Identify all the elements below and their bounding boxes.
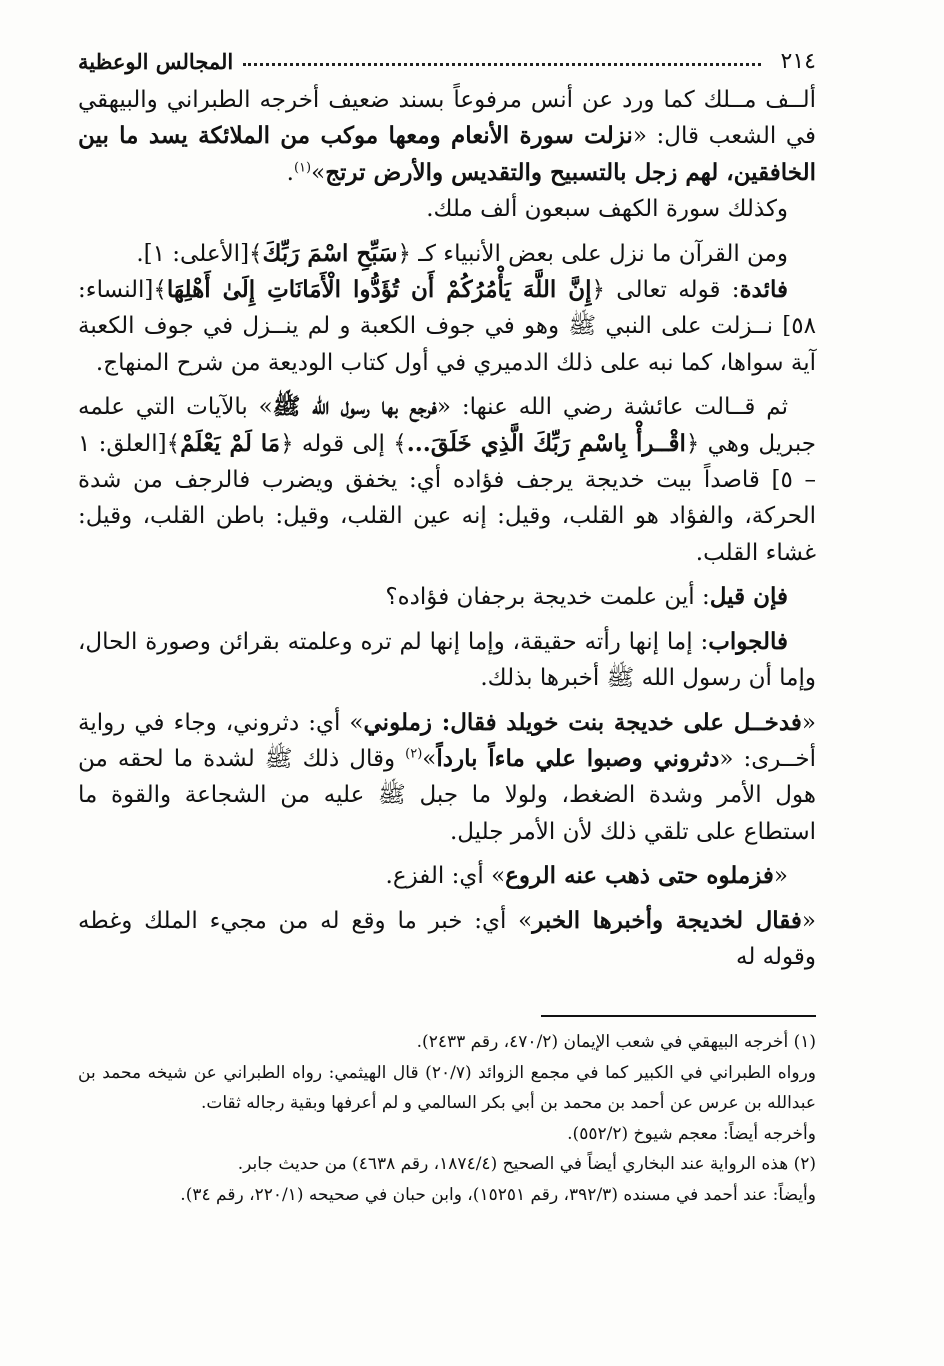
paragraph-7: فالجواب: إما إنها رأته حقيقة، وإما إنها لم تره وعلمته بقرائن وصورة الحال، وإما أن رسول الله ﷺ أخبرها بذلك. bbox=[78, 627, 816, 692]
paragraph-3: ومن القرآن ما نزل على بعض الأنبياء كـ ﴿سَبِّحِ اسْمَ رَبِّكَ﴾[الأعلى: ١]. bbox=[136, 239, 788, 267]
footnote-line: (١) أخرجه البيهقي في شعب الإيمان (٤٧٠/٢، رقم ٢٤٣٣). bbox=[416, 1032, 816, 1053]
hadith-quote: دثروني وصبوا علي ماءاً بارداً bbox=[436, 744, 720, 772]
quran-verse: سَبِّحِ اسْمَ رَبِّكَ bbox=[262, 239, 398, 267]
main-text bbox=[78, 82, 816, 975]
hadith-quote: فزملوه حتى ذهب عنه الروع bbox=[505, 862, 774, 890]
paragraph-2: وكذلك سورة الكهف سبعون ألف ملك. bbox=[426, 196, 788, 223]
quran-verse: اقْــرأْ بِاسْمِ رَبِّكَ الَّذِي خَلَقَ... bbox=[406, 429, 686, 457]
paragraph-5: ثم قــالت عائشة رضي الله عنها: «فرجع بها رسول الله ﷺ» بالآيات التي علمه جبريل وهي ﴿اقْــرأْ بِاسْمِ رَبِّكَ الَّذِي خَلَقَ...﴾ إلى قوله ﴿مَا لَمْ يَعْلَمْ﴾[العلق: ١ – ٥] قاصداً بيت خديجة يرجف فؤاده أي: يخفق ويضرب فالرجف من شدة الحركة، والفؤاد هو القلب، وقيل: إنه عين القلب، وقيل: باطن القلب، وقيل: غشاء القلب. bbox=[78, 393, 816, 566]
footnote-line: ورواه الطبراني في الكبير كما في مجمع الزوائد (٢٠/٧) قال الهيثمي: رواه الطبراني عن شيخه محمد بن عبدالله بن عرس عن أحمد بن محمد بن أبي بكر السالمي و لم أعرفها وبقية رجاله ثقات. bbox=[78, 1062, 816, 1114]
footnote-ref-2[interactable]: (٢) bbox=[405, 746, 423, 762]
quran-verse: مَا لَمْ يَعْلَمْ bbox=[180, 429, 281, 457]
page-number: ٢١٤ bbox=[780, 48, 816, 74]
footnotes bbox=[78, 1027, 816, 1210]
paragraph-1: ألــف مــلك كما ورد عن أنس مرفوعاً بسند ضعيف أخرجه الطبراني والبيهقي في الشعب قال: «نزلت سورة الأنعام ومعها موكب من الملائكة يسد ما بين الخافقين، لهم زجل بالتسبيح والتقديس والأرض ترتج»$^{(١)}$. bbox=[78, 87, 817, 186]
book-title: المجالس الوعظية bbox=[78, 48, 234, 74]
footnote-line: (٢) هذه الرواية عند البخاري أيضاً في الصحيح (١٨٧٤/٤، رقم ٤٦٣٨) من حديث جابر. bbox=[237, 1154, 816, 1175]
answer-label: فالجواب bbox=[708, 627, 788, 655]
question-label: فإن قيل bbox=[709, 583, 788, 611]
paragraph-6: فإن قيل: أين علمت خديجة برجفان فؤاده؟ bbox=[385, 583, 788, 611]
hadith-quote: فدخــل على خديجة بنت خويلد فقال: زملوني bbox=[363, 708, 802, 736]
benefit-label: فائدة bbox=[739, 276, 788, 304]
paragraph-9: «فزملوه حتى ذهب عنه الروع» أي: الفزع. bbox=[385, 862, 788, 890]
paragraph-10: «فقال لخديجة وأخبرها الخبر» أي: خبر ما وقع له من مجيء الملك وغطه وقوله له bbox=[78, 906, 816, 970]
paragraph-8: «فدخــل على خديجة بنت خويلد فقال: زملوني» أي: دثروني، وجاء في رواية أخــرى: «دثروني وصبوا علي ماءاً بارداً»$^{(٢)}$ وقال ذلك ﷺ لشدة ما لحقه من هول الأمر وشدة الضغط، ولولا ما جبل ﷺ عليه من الشجاعة والقوة ما استطاع على تلقي ذلك لأن الأمر جليل. bbox=[78, 708, 816, 845]
footnote-line: وأخرجه أيضاً: معجم شيوخ (٥٥٢/٢). bbox=[567, 1123, 816, 1144]
hadith-quote: فقال لخديجة وأخبرها الخبر bbox=[532, 906, 802, 934]
quran-verse: إِنَّ اللَّهَ يَأْمُرُكُمْ أَن تُؤَدُّوا الْأَمَانَاتِ إِلَىٰ أَهْلِهَا bbox=[166, 276, 592, 304]
footnote-separator bbox=[541, 1015, 816, 1017]
hadith-quote: نزلت سورة الأنعام ومعها موكب من الملائكة يسد ما بين الخافقين، لهم زجل بالتسبيح والتقديس والأرض ترتج bbox=[78, 122, 816, 186]
footnote-line: وأيضاً: عند أحمد في مسنده (٣٩٢/٣، رقم ١٥٢٥١)، وابن حبان في صحيحه (٢٢٠/١، رقم ٣٤). bbox=[180, 1184, 816, 1205]
hadith-quote: فرجع بها رسول الله ﷺ bbox=[272, 393, 437, 421]
header-dotted-rule bbox=[243, 63, 760, 66]
footnote-ref-1[interactable]: (١) bbox=[293, 160, 312, 176]
paragraph-4: فائدة: قوله تعالى ﴿إِنَّ اللَّهَ يَأْمُرُكُمْ أَن تُؤَدُّوا الْأَمَانَاتِ إِلَىٰ أَهْلِهَا﴾[النساء: ٥٨] نــزلت على النبي ﷺ وهو في جوف الكعبة و لم ينــزل في جوف الكعبة آية سواها، كما نبه على ذلك الدميري في أول كتاب الوديعة من شرح المنهاج. bbox=[78, 276, 816, 376]
running-header bbox=[78, 44, 816, 78]
